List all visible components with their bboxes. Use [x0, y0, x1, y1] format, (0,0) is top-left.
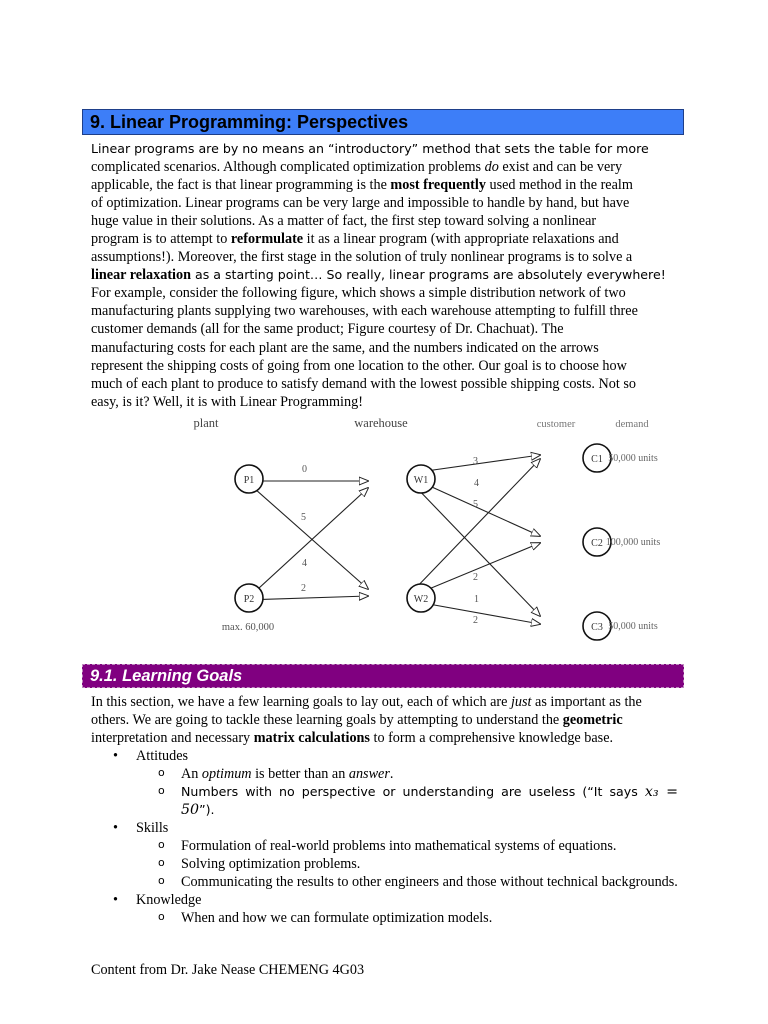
goals-text: interpretation and necessary — [91, 730, 254, 747]
sub-bullet: o — [158, 784, 165, 798]
sub-item-text: ”). — [199, 802, 215, 818]
math-expression: x₃ = 50 — [181, 784, 678, 819]
sub-item — [82, 837, 682, 855]
intro-bold: linear relaxation — [91, 267, 191, 284]
sub-bullet: o — [158, 874, 165, 888]
network-diagram — [122, 410, 682, 650]
list-item-label: Knowledge — [136, 892, 202, 909]
header-warehouse: warehouse — [354, 416, 408, 430]
sub-item-text: Formulation of real-world problems into mathematical systems of equations. — [181, 838, 617, 855]
sub-bullet: o — [158, 856, 165, 870]
sub-bullet: o — [158, 910, 165, 924]
intro-text: exist and can be very — [498, 159, 623, 176]
sub-item-text: Numbers with no perspective or understanding are useless (“It says — [181, 784, 645, 800]
goals-text: as important as the — [531, 694, 642, 710]
cost-w2-c1: 2 — [473, 572, 478, 583]
sub-item-emphasis: answer — [348, 766, 390, 783]
goals-text: others. We are going to tackle these learning goals by attempting to understand the — [91, 712, 563, 729]
intro-text: it as a linear program (with appropriate relaxations and — [303, 231, 619, 248]
cost-w2-c3: 2 — [473, 615, 478, 626]
sub-item — [82, 873, 682, 891]
intro-text: program is to attempt to — [91, 231, 231, 248]
cost-w2-c2: 1 — [474, 594, 479, 605]
goals-emphasis: just — [510, 694, 532, 710]
node-p2-label: P2 — [243, 594, 255, 605]
sub-item-emphasis: optimum — [201, 766, 252, 783]
goals-text: to form a comprehensive knowledge base. — [369, 730, 614, 747]
document-page — [82, 0, 686, 1024]
intro-text: manufacturing costs for each plant are the same, and the numbers indicated on the arrows — [91, 339, 599, 356]
learning-goals-list — [82, 747, 682, 927]
intro-text: complicated scenarios. Although complicated optimization problems — [91, 159, 485, 176]
intro-bold: most frequently — [390, 177, 486, 194]
arrow-p1-w2 — [246, 481, 368, 589]
distribution-network-figure — [122, 410, 682, 650]
sub-item-text: An — [181, 766, 202, 783]
cost-p1-w1: 0 — [302, 464, 307, 475]
intro-text: as a starting point… So really, linear programs are absolutely everywhere! — [190, 267, 666, 283]
sub-item-text: . — [389, 766, 394, 783]
subsection-heading — [82, 664, 684, 688]
sub-item — [82, 765, 682, 783]
intro-text: assumptions!). Moreover, the first stage in the solution of truly nonlinear programs is to solve a — [91, 249, 633, 266]
bullet: • — [113, 748, 118, 764]
intro-bold: reformulate — [230, 231, 304, 248]
sub-item — [82, 855, 682, 873]
intro-text: much of each plant to produce to satisfy demand with the lowest possible shipping costs. Not so — [91, 375, 636, 392]
list-item-label: Skills — [136, 820, 169, 837]
arrow-p2-w2 — [246, 596, 368, 600]
goals-intro-paragraph — [91, 693, 677, 747]
list-item-knowledge — [82, 891, 682, 909]
intro-text: customer demands (all for the same product; Figure courtesy of Dr. Chachuat). The — [91, 321, 564, 338]
list-item-skills — [82, 819, 682, 837]
section-heading-text: 9. Linear Programming: Perspectives — [90, 111, 409, 132]
plant-capacity-note: max. 60,000 — [221, 622, 275, 633]
cost-p2-w1: 4 — [302, 558, 307, 569]
sub-item-text: When and how we can formulate optimization models. — [181, 910, 493, 927]
bullet: • — [113, 892, 118, 909]
header-demand: demand — [615, 419, 649, 430]
node-c3-label: C3 — [591, 622, 603, 633]
intro-text: easy, is it? Well, it is with Linear Programming! — [91, 393, 363, 410]
list-item-attitudes — [82, 747, 682, 765]
sub-item — [82, 909, 682, 927]
cost-p2-w2: 2 — [301, 583, 306, 594]
node-c1-label: C1 — [591, 454, 603, 465]
intro-text: of optimization. Linear programs can be very large and impossible to handle by hand, but have — [91, 195, 630, 212]
intro-text: huge value in their solutions. As a matter of fact, the first step toward solving a nonlinear — [91, 213, 597, 230]
node-p1-label: P1 — [243, 475, 255, 486]
goals-bold: matrix calculations — [253, 730, 370, 747]
section-heading — [82, 109, 684, 135]
cost-w1-c1: 3 — [473, 456, 478, 467]
bullet: • — [113, 820, 118, 837]
sub-item-text: Solving optimization problems. — [181, 856, 361, 873]
intro-text: applicable, the fact is that linear programming is the — [91, 177, 391, 194]
page-footer: Content from Dr. Jake Nease CHEMENG 4G03 — [91, 962, 365, 978]
goals-bold: geometric — [562, 712, 623, 729]
goals-text: In this section, we have a few learning goals to lay out, each of which are — [91, 694, 511, 710]
intro-emphasis: do — [484, 159, 499, 176]
intro-text: manufacturing plants supplying two warehouses, with each warehouse attempting to fulfill three — [91, 303, 638, 320]
node-w1-label: W1 — [413, 475, 429, 486]
intro-text: Linear programs are by no means an “introductory” method that sets the table for more — [91, 141, 649, 156]
arrow-p2-w1 — [246, 488, 368, 600]
intro-paragraph — [91, 140, 677, 411]
sub-bullet: o — [158, 838, 165, 852]
header-customer: customer — [536, 419, 576, 430]
cost-p1-w2: 5 — [301, 512, 306, 523]
intro-text: represent the shipping costs of going from one location to the other. Our goal is to choose how — [91, 357, 627, 374]
sub-bullet: o — [158, 766, 165, 780]
demand-c1: 50,000 units — [608, 453, 658, 464]
sub-item-text: is better than an — [251, 766, 349, 783]
header-plant: plant — [193, 416, 219, 430]
subsection-heading-text: 9.1. Learning Goals — [90, 666, 243, 685]
sub-item-text: Communicating the results to other engineers and those without technical backgrounds. — [181, 874, 678, 891]
list-item-label: Attitudes — [136, 748, 189, 764]
node-w2-label: W2 — [413, 594, 429, 605]
intro-text: For example, consider the following figure, which shows a simple distribution network of two — [91, 285, 626, 302]
demand-c2: 100,000 units — [605, 537, 661, 548]
sub-item — [82, 783, 682, 819]
cost-w1-c2: 4 — [474, 478, 479, 489]
intro-text: used method in the realm — [485, 177, 633, 194]
node-c2-label: C2 — [591, 538, 603, 549]
demand-c3: 50,000 units — [608, 621, 658, 632]
cost-w1-c3: 5 — [473, 499, 478, 510]
